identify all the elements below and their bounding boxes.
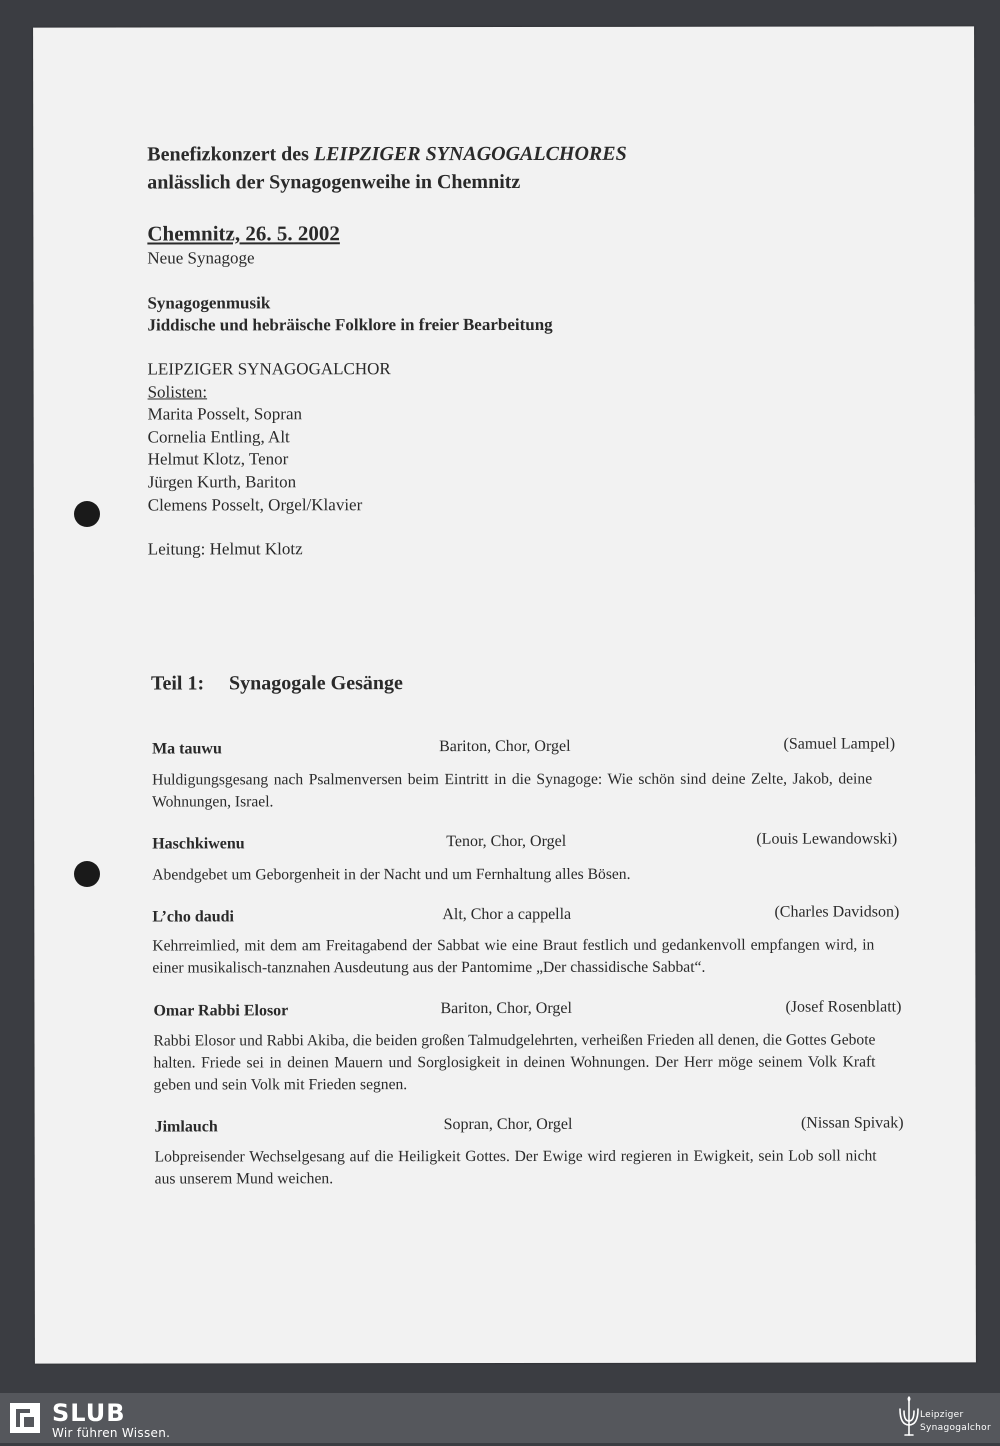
title-line-2: anlässlich der Synagogenweihe in Chemnitz [147,170,521,194]
piece-scoring: Bariton, Chor, Orgel [439,737,571,756]
part-label: Teil 1: [150,672,205,695]
soloist: Helmut Klotz, Tenor [147,449,289,469]
partner-line-1: Leipziger [920,1410,964,1420]
piece-description: Huldigungsgesang nach Psalmenversen beim Eintritt in die Synagoge: Wie schön sind deine Zelte, Jakob, deine Wohnungen, Israel. [152,770,873,811]
soloist: Jürgen Kurth, Bariton [147,472,297,492]
footer-bar [0,1393,1000,1443]
piece-title: L’cho daudi [152,908,234,926]
document-page [33,26,976,1363]
part-title: Synagogale Gesänge [228,672,403,695]
slub-brand[interactable]: SLUB [52,1399,126,1427]
soloists-label: Solisten: [147,382,208,402]
venue-name: Neue Synagoge [147,248,255,268]
partner-line-2: Synagogalchor [920,1423,991,1433]
piece-composer: (Charles Davidson) [774,903,900,921]
piece-composer: (Samuel Lampel) [783,735,896,753]
ensemble-block [148,358,391,561]
soloist: Clemens Posselt, Orgel/Klavier [147,494,363,515]
piece-scoring: Alt, Chor a cappella [442,905,572,924]
document-title [147,140,627,197]
piece-scoring: Bariton, Chor, Orgel [440,999,572,1018]
part-heading [151,672,403,695]
piece-description: Abendgebet um Geborgenheit in der Nacht und um Fernhaltung alles Bösen. [152,865,631,884]
piece-title: Haschkiwenu [152,835,245,853]
title-choir-name: LEIPZIGER SYNAGOGALCHORES [313,142,627,166]
piece-scoring: Sopran, Chor, Orgel [443,1115,573,1134]
piece-composer: (Louis Lewandowski) [756,830,898,848]
piece-title: Ma tauwu [152,740,222,758]
slub-logo-icon[interactable] [10,1403,40,1438]
title-prefix: Benefizkonzert des [147,143,314,166]
soloist: Cornelia Entling, Alt [147,427,290,447]
slub-tagline: Wir führen Wissen. [52,1426,171,1440]
piece-description: Rabbi Elosor und Rabbi Akiba, die beiden großen Talmudgelehrten, verheißen Frieden all denen, die Gottes Gebote halten. Friede sei in deinen Mauern und Sorglosigkeit in deinen Wohnungen. Der Herr möge seinem Volk Kraft geben und sein Volk mit Frieden segnen. [153,1031,876,1094]
piece-title: Jimlauch [154,1118,218,1136]
concert-date: Chemnitz, 26. 5. 2002 [147,221,340,246]
piece-composer: (Nissan Spivak) [800,1114,904,1132]
piece-description: Lobpreisender Wechselgesang auf die Heiligkeit Gottes. Der Ewige wird regieren in Ewigkeit, sein Lob soll nicht aus unserem Mund weichen. [154,1147,877,1188]
piece-scoring: Tenor, Chor, Orgel [446,832,567,851]
menorah-icon[interactable] [896,1395,922,1446]
program-line-1: Synagogenmusik [147,293,271,313]
punch-hole-bottom [74,861,100,887]
partner-logo-text [920,1409,991,1435]
conductor: Leitung: Helmut Klotz [147,539,303,559]
ensemble-name: LEIPZIGER SYNAGOGALCHOR [147,359,391,379]
piece-description: Kehrreimlied, mit dem am Freitagabend der Sabbat wie eine Braut festlich und gedankenvoll empfangen wird, in einer musikalisch-tanznahen Ausdeutung aus der Pantomime „Der chassidische Sabbat“. [152,936,875,977]
punch-hole-top [74,501,100,527]
program-line-2: Jiddische und hebräische Folklore in freier Bearbeitung [147,314,553,335]
piece-title: Omar Rabbi Elosor [153,1002,289,1020]
soloist: Marita Posselt, Sopran [147,404,303,424]
piece-composer: (Josef Rosenblatt) [785,998,902,1016]
